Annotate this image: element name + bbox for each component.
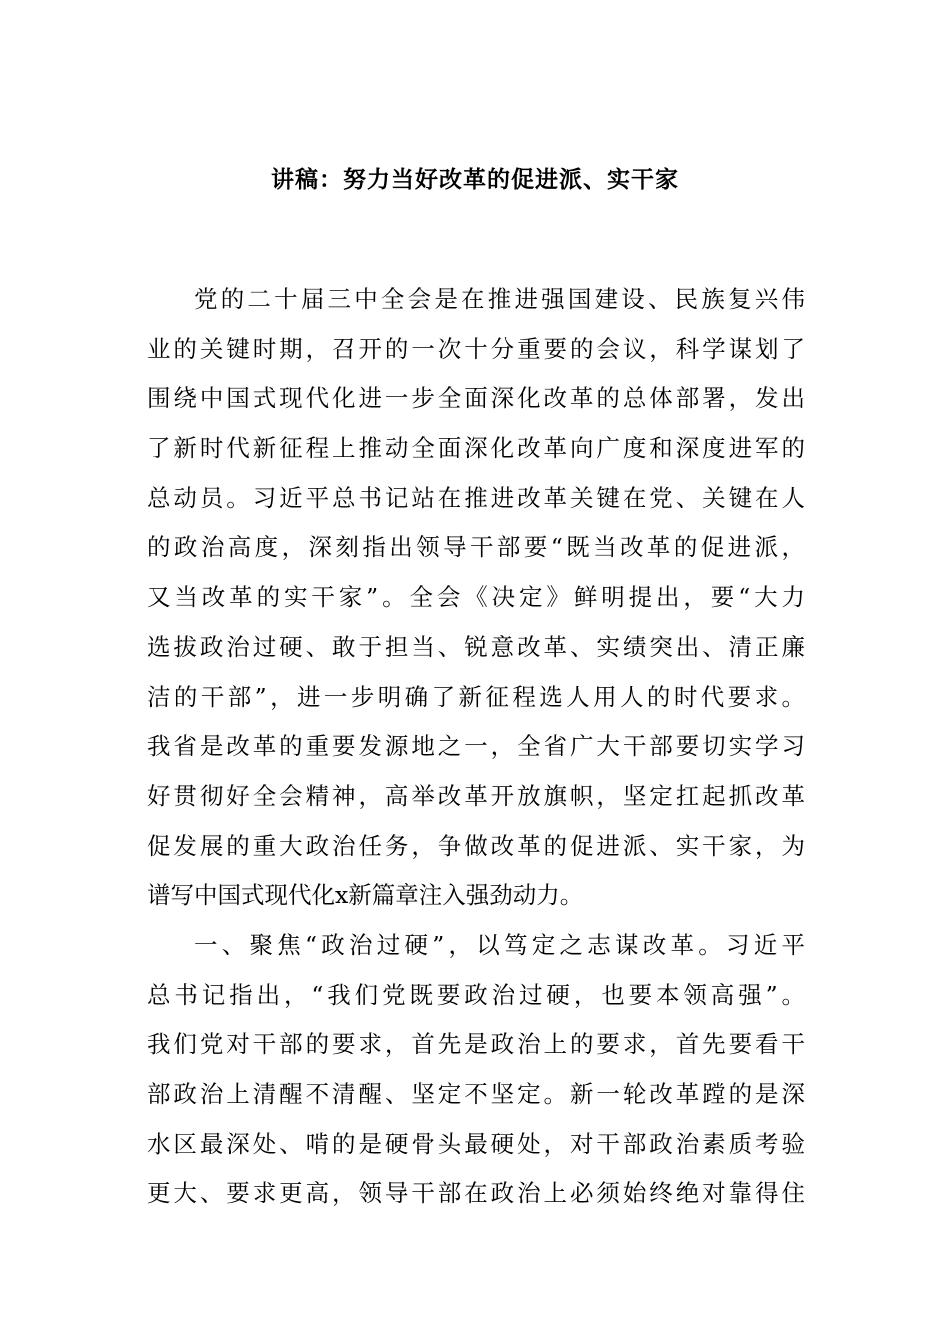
text-line: 我们党对干部的要求，首先是政治上的要求，首先要看干: [147, 1030, 805, 1059]
document-body: [147, 275, 805, 1219]
text-line: 的政治高度，深刻指出领导干部要“既当改革的促进派，: [147, 533, 805, 562]
text-line: 选拔政治过硬、敢于担当、锐意改革、实绩突出、清正廉: [147, 632, 805, 661]
text-line: 业的关键时期，召开的一次十分重要的会议，科学谋划了: [147, 334, 805, 363]
text-line: 一、聚焦“政治过硬”，以笃定之志谋改革。习近平: [194, 930, 805, 959]
text-line: 谱写中国式现代化x新篇章注入强劲动力。: [147, 881, 584, 910]
text-line: 促发展的重大政治任务，争做改革的促进派、实干家，为: [147, 831, 805, 860]
text-line: 好贯彻好全会精神，高举改革开放旗帜，坚定扛起抓改革: [147, 781, 805, 810]
text-line: 党的二十届三中全会是在推进强国建设、民族复兴伟: [194, 285, 805, 313]
text-line: 围绕中国式现代化进一步全面深化改革的总体部署，发出: [147, 384, 805, 413]
text-line: 总书记指出，“我们党既要政治过硬，也要本领高强”。: [147, 980, 805, 1009]
document-title: 讲稿：努力当好改革的促进派、实干家: [271, 166, 679, 193]
text-line: 部政治上清醒不清醒、坚定不坚定。新一轮改革蹚的是深: [147, 1080, 805, 1108]
text-line: 总动员。习近平总书记站在推进改革关键在党、关键在人: [147, 483, 805, 512]
text-line: 了新时代新征程上推动全面深化改革向广度和深度进军的: [147, 434, 805, 463]
text-line: 洁的干部”，进一步明确了新征程选人用人的时代要求。: [147, 682, 805, 711]
text-line: 又当改革的实干家”。全会《决定》鲜明提出，要“大力: [147, 583, 805, 612]
text-line: 我省是改革的重要发源地之一，全省广大干部要切实学习: [147, 732, 805, 761]
text-line: 水区最深处、啃的是硬骨头最硬处，对干部政治素质考验: [147, 1129, 805, 1158]
text-line: 更大、要求更高，领导干部在政治上必须始终绝对靠得住: [147, 1179, 805, 1208]
